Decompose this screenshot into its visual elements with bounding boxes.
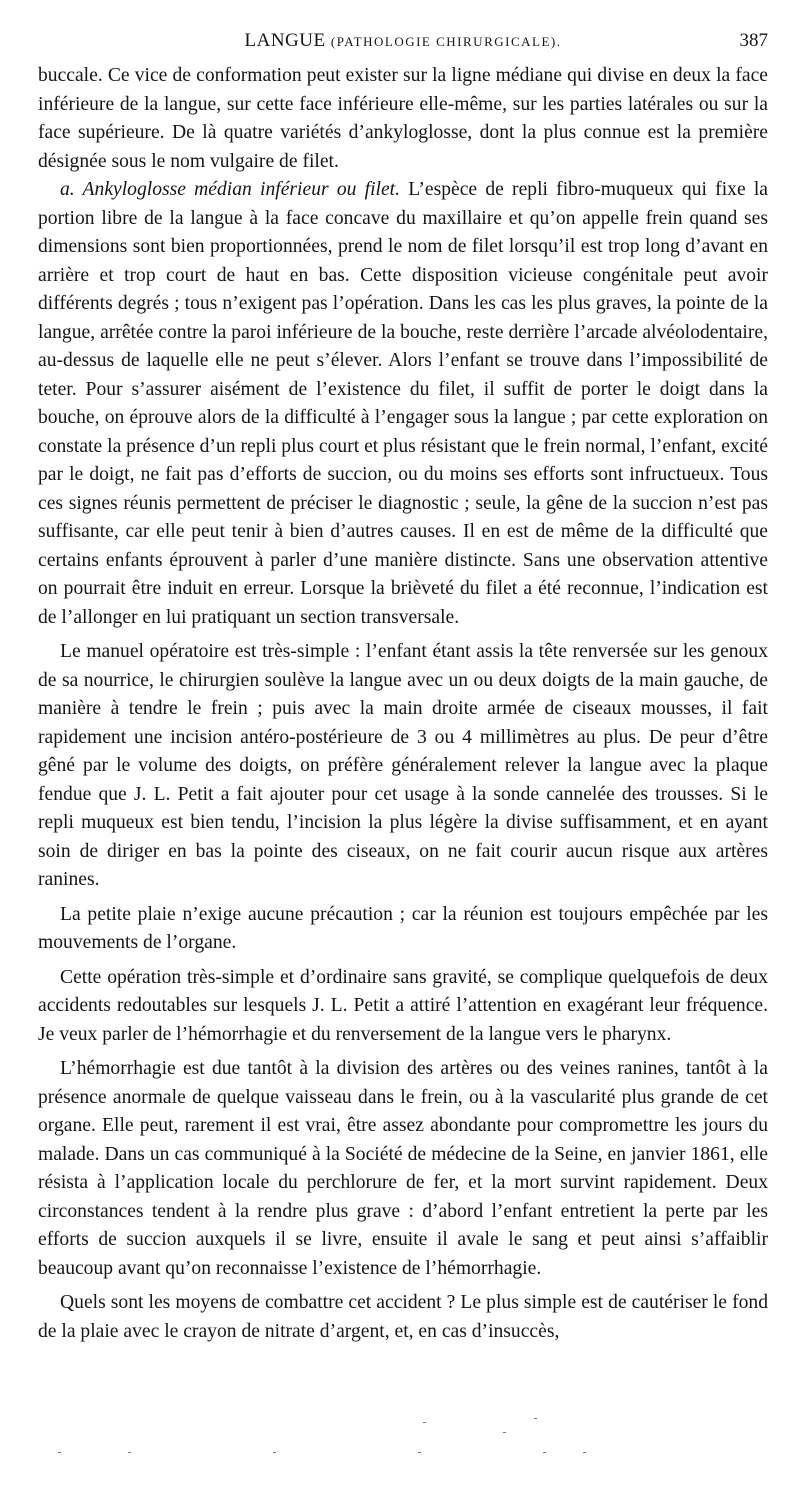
- scan-speck: [534, 1418, 537, 1419]
- paragraph-7: [38, 1289, 768, 1346]
- scan-speck: [503, 1432, 506, 1433]
- body-text: [38, 62, 768, 1346]
- running-header: [38, 26, 768, 56]
- paragraph-text: La petite plaie n’exige aucune précaution ; car la réunion est toujours empêchée par les mouvements de l’organe.: [38, 903, 768, 953]
- document-page: [38, 26, 768, 1346]
- scan-speck: [273, 1452, 276, 1453]
- paragraph-text: Le manuel opératoire est très-simple : l’enfant étant assis la tête renversée sur les genoux de sa nourrice, le chirurgien soulève la langue avec un ou deux doigts de la main gauche, de manière à tendre le frein ; puis avec la main droite armée de ciseaux mousses, il fait rapidement une incision antéro-postérieure de 3 ou 4 millimètres au plus. De peur d’être gêné par le volume des doigts, on préfère généralement relever la langue avec la plaque fendue que J. L. Petit a fait ajouter pour cet usage à la sonde cannelée des trousses. Si le repli muqueux est bien tendu, l’incision la plus légère la divise suffisamment, et en ayant soin de diriger en bas la pointe des ciseaux, on ne fait courir aucun risque aux artères ranines.: [38, 641, 768, 890]
- paragraph-1: [38, 62, 768, 176]
- running-title-sub: (PATHOLOGIE CHIRURGICALE).: [330, 34, 562, 49]
- paragraph-3: [38, 638, 768, 895]
- paragraph-6: [38, 1055, 768, 1283]
- scan-speck: [543, 1452, 546, 1453]
- paragraph-5: [38, 964, 768, 1050]
- paragraph-text: L’espèce de repli fibro-muqueux qui fixe la portion libre de la langue à la face concave du maxillaire et qu’on appelle frein quand ses dimensions sont bien proportionnées, prend le nom de filet lorsqu’il est trop long d’avant en arrière et trop court de haut en bas. Cette disposition vicieuse congénitale peut avoir différents degrés ; tous n’exigent pas l’opération. Dans les cas les plus graves, la pointe de la langue, arrêtée contre la paroi inférieure de la bouche, reste derrière l’arcade alvéolodentaire, au-dessus de laquelle elle ne peut s’élever. Alors l’enfant se trouve dans l’impossibilité de teter. Pour s’assurer aisément de l’existence du filet, il suffit de porter le doigt dans la bouche, on éprouve alors de la difficulté à l’engager sous la langue ; par cette exploration on constate la présence d’un repli plus court et plus résistant que le frein normal, l’enfant, excité par le doigt, ne fait pas d’efforts de succion, ou du moins ses efforts sont infructueux. Tous ces signes réunis permettent de préciser le diagnostic ; seule, la gêne de la succion n’est pas suffisante, car elle peut tenir à bien d’autres causes. Il en est de même de la difficulté que certains enfants éprouvent à parler d’une manière distincte. Sans une observation attentive on pourrait être induit en erreur. Lorsque la brièveté du filet a été reconnue, l’indication est de l’allonger en lui pratiquant un section transversale.: [38, 179, 768, 628]
- section-heading-ankyloglosse: a. Ankyloglosse médian inférieur ou filet.: [60, 179, 401, 200]
- paragraph-text: Cette opération très-simple et d’ordinaire sans gravité, se complique quelquefois de deux accidents redoutables sur lesquels J. L. Petit a attiré l’attention en exagérant leur fréquence. Je veux parler de l’hémorrhagie et du renversement de la langue vers le pharynx.: [38, 966, 768, 1045]
- scan-specks: [38, 1418, 768, 1458]
- paragraph-4: [38, 901, 768, 958]
- paragraph-text: buccale. Ce vice de conformation peut exister sur la ligne médiane qui divise en deux la face inférieure de la langue, sur cette face inférieure elle-même, sur les parties latérales ou sur la face supérieure. De là quatre variétés d’ankyloglosse, dont la plus connue est la première désignée sous le nom vulgaire de filet.: [38, 65, 768, 172]
- scan-speck: [423, 1422, 426, 1423]
- scan-speck: [583, 1452, 586, 1453]
- paragraph-2: [38, 176, 768, 632]
- scan-speck: [418, 1452, 421, 1453]
- paragraph-text: Quels sont les moyens de combattre cet accident ? Le plus simple est de cautériser le fond de la plaie avec le crayon de nitrate d’argent, et, en cas d’insuccès,: [38, 1292, 768, 1342]
- running-title-main: LANGUE: [244, 30, 326, 51]
- scan-speck: [128, 1452, 131, 1453]
- scan-speck: [58, 1452, 61, 1453]
- running-title: [38, 26, 768, 57]
- paragraph-text: L’hémorrhagie est due tantôt à la division des artères ou des veines ranines, tantôt à la présence anormale de quelque vaisseau dans le frein, ou à la vascularité plus grande de cet organe. Elle peut, rarement il est vrai, être assez abondante pour compromettre les jours du malade. Dans un cas communiqué à la Société de médecine de la Seine, en janvier 1861, elle résista à l’application locale du perchlorure de fer, et la mort survint rapidement. Deux circonstances tendent à la rendre plus grave : d’abord l’enfant entretient la perte par les efforts de succion auxquels il se livre, ensuite il avale le sang et peut ainsi s’affaiblir beaucoup avant qu’on reconnaisse l’existence de l’hémorrhagie.: [38, 1058, 768, 1279]
- page-number: 387: [739, 30, 768, 51]
